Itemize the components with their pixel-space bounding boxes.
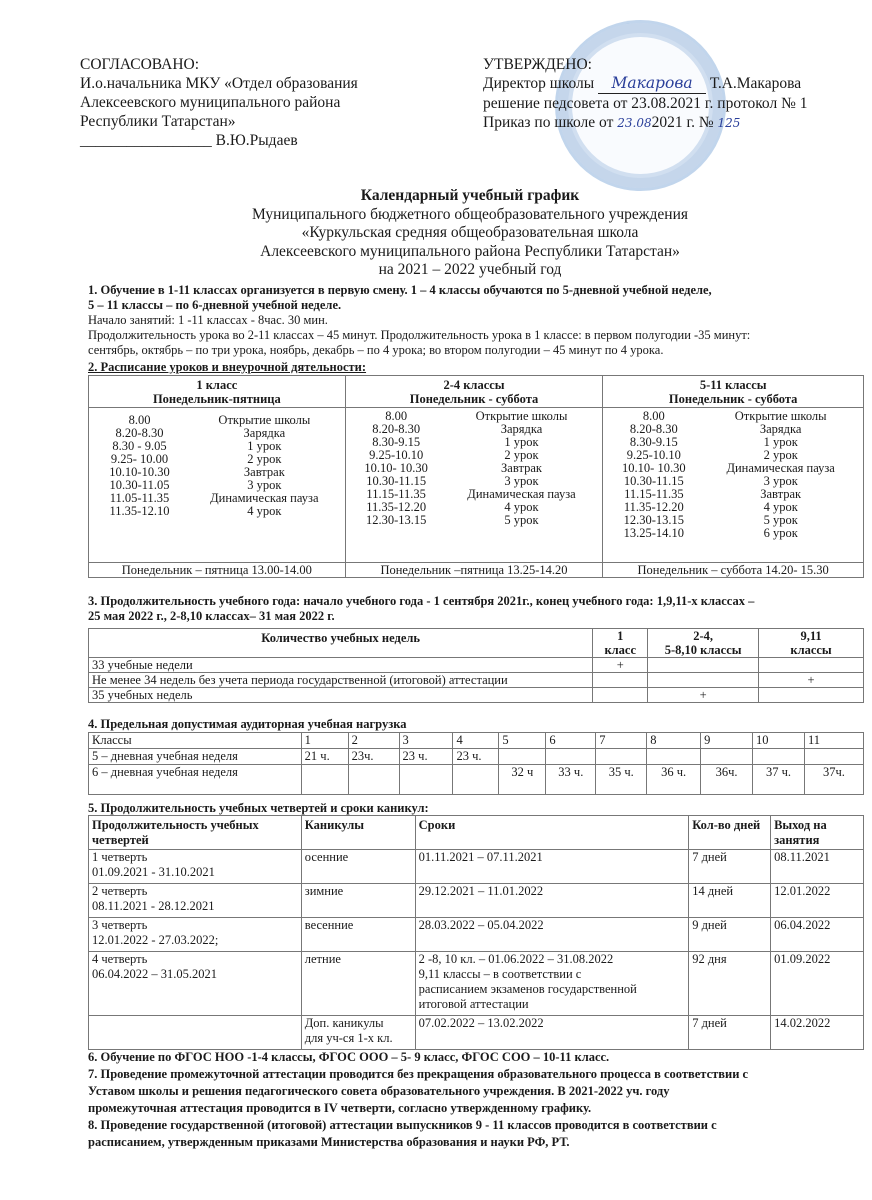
title-line: «Куркульская средняя общеобразовательная школа — [301, 224, 639, 241]
schedule-col-1-header: 1 класс Понедельник-пятница — [89, 376, 346, 408]
approval-right-heading: УТВЕРЖДЕНО: — [483, 56, 592, 73]
weeks-row: 33 учебные недели + — [89, 658, 864, 673]
section-8: 8. Проведение государственной (итоговой) аттестации выпускников 9 - 11 классов проводится в соответствии с расписанием, утвержденным приказами Министерства образования и науки РФ, РТ. — [88, 1118, 717, 1149]
schedule-col-3: 8.00 Открытие школы 8.20-8.30 Зарядка 8.30-9.15 1 урок 9.25-10.10 2 урок 10.10- 10.30 Динамическая пауза 10.30-11.15 3 урок 11.15-11.35 Завтрак 11.35-12.20 4 урок 12.30-13.15 5 урок 13.25-14.10 6 урок — [603, 408, 864, 563]
approval-right — [483, 55, 808, 133]
order-date-handwritten: 23.08 — [617, 116, 652, 130]
weeks-row: 35 учебных недель + — [89, 688, 864, 703]
order-number-handwritten: 125 — [717, 116, 741, 130]
council-decision: решение педсовета от 23.08.2021 г. протокол № 1 — [483, 95, 808, 112]
section-1 — [88, 283, 868, 358]
load-header-row: Классы 1 2 3 4 5 6 7 8 9 10 11 — [89, 733, 864, 749]
title-line: Алексеевского муниципального района Республики Татарстан» — [260, 242, 680, 260]
weeks-header-2: 2-4, 5-8,10 классы — [648, 629, 759, 658]
quarter-row: Доп. каникулы для уч-ся 1-х кл. 07.02.2022 – 13.02.2022 7 дней 14.02.2022 — [89, 1016, 864, 1050]
schedule-col-2-header: 2-4 классы Понедельник - суббота — [345, 376, 603, 408]
quarters-header-row: Продолжительность учебных четвертей Каникулы Сроки Кол-во дней Выход на занятия — [89, 816, 864, 850]
director-label: Директор школы — [483, 75, 595, 92]
approval-left-signature: _________________ В.Ю.Рыдаев — [80, 132, 298, 149]
weeks-header-1: 1 класс — [593, 629, 648, 658]
weeks-header-row — [89, 629, 864, 658]
lesson-duration: сентябрь, октябрь – по три урока, ноябрь, декабрь – по 4 урока; во втором полугодии – 45 минут по 4 урока. — [88, 343, 664, 357]
section-1-bold: 1. Обучение в 1-11 классах организуется в первую смену. 1 – 4 классы обучаются по 5-дневной учебной неделе, — [88, 283, 712, 297]
section-6: 6. Обучение по ФГОС НОО -1-4 классы, ФГОС ООО – 5- 9 класс, ФГОС СОО – 10-11 класс. — [88, 1050, 610, 1064]
load-table — [88, 732, 864, 795]
schedule-col-2: 8.00 Открытие школы 8.20-8.30 Зарядка 8.30-9.15 1 урок 9.25-10.10 2 урок 10.10- 10.30 Завтрак 10.30-11.15 3 урок 11.15-11.35 Динамическая пауза 11.35-12.20 4 урок 12.30-13.15 5 урок — [345, 408, 603, 563]
approval-left-line: И.о.начальника МКУ «Отдел образования — [80, 75, 358, 92]
weeks-header-3: 9,11 классы — [759, 629, 864, 658]
section-1-bold: 5 – 11 классы – по 6-дневной учебной неделе. — [88, 298, 342, 312]
document-title — [80, 187, 860, 280]
extracurricular-2: Понедельник –пятница 13.25-14.20 — [345, 563, 603, 578]
director-signature: Макарова — [611, 74, 693, 92]
lessons-start: Начало занятий: 1 -11 классах - 8час. 30 мин. — [88, 313, 328, 327]
approval-left-heading: СОГЛАСОВАНО: — [80, 56, 200, 73]
load-row-5day: 5 – дневная учебная неделя 21 ч. 23ч. 23 ч. 23 ч. — [89, 749, 864, 765]
extracurricular-1: Понедельник – пятница 13.00-14.00 — [89, 563, 346, 578]
weeks-table — [88, 628, 864, 703]
title-line: на 2021 – 2022 учебный год — [378, 261, 562, 278]
order-line — [483, 113, 808, 133]
schedule-header-row — [89, 376, 864, 408]
director-name: Т.А.Макарова — [709, 75, 802, 92]
quarter-row: 1 четверть 01.09.2021 - 31.10.2021 осенние 01.11.2021 – 07.11.2021 7 дней 08.11.2021 — [89, 850, 864, 884]
weeks-row: Не менее 34 недель без учета периода государственной (итоговой) аттестации + — [89, 673, 864, 688]
schedule-col-3-header: 5-11 классы Понедельник - суббота — [603, 376, 864, 408]
order-prefix: Приказ по школе от — [483, 114, 614, 131]
schedule-body-row — [89, 408, 864, 563]
title-line: Муниципального бюджетного общеобразовательного учреждения — [251, 205, 688, 223]
director-line — [483, 74, 808, 94]
extracurricular-3: Понедельник – суббота 14.20- 15.30 — [603, 563, 864, 578]
schedule-table — [88, 375, 864, 578]
order-suffix: 2021 г. № — [651, 114, 714, 131]
section-3-heading: 3. Продолжительность учебного года: начало учебного года - 1 сентября 2021г., конец учебного года: 1,9,11-х классах – 25 мая 2022 г., 2-8,10 классах– 31 мая 2022 г. — [88, 594, 755, 623]
section-4-heading: 4. Предельная допустимая аудиторная учебная нагрузка — [88, 717, 407, 731]
load-row-6day: 6 – дневная учебная неделя 32 ч 33 ч. 35 ч. 36 ч. 36ч. 37 ч. 37ч. — [89, 765, 864, 795]
lesson-duration: Продолжительность урока во 2-11 классах – 45 минут. Продолжительность урока в 1 классе: в первом полугодии -35 минут: — [88, 328, 751, 342]
weeks-header-label: Количество учебных недель — [89, 629, 593, 658]
title-main: Календарный учебный график — [360, 187, 580, 204]
approval-left-line: Алексеевского муниципального района — [80, 94, 341, 111]
quarter-row: 4 четверть 06.04.2022 – 31.05.2021 летние 2 -8, 10 кл. – 01.06.2022 – 31.08.2022 9,11 классы – в соответствии с расписанием экзаменов государственной итоговой аттестации 92 дня 01.09.2022 — [89, 952, 864, 1016]
section-7: 7. Проведение промежуточной аттестации проводится без прекращения образовательного процесса в соответствии с Уставом школы и решения педагогического совета образовательного учреждения. В 2021-2022 уч. году промежуточная аттестация проводится в IV четверти, согласно утвержденному графику. — [88, 1067, 749, 1115]
quarter-row: 2 четверть 08.11.2021 - 28.12.2021 зимние 29.12.2021 – 11.01.2022 14 дней 12.01.2022 — [89, 884, 864, 918]
section-2-heading: 2. Расписание уроков и внеурочной дятельности: — [88, 360, 367, 374]
extracurricular-row — [89, 563, 864, 578]
quarter-row: 3 четверть 12.01.2022 - 27.03.2022; весенние 28.03.2022 – 05.04.2022 9 дней 06.04.2022 — [89, 918, 864, 952]
section-5-heading: 5. Продолжительность учебных четвертей и сроки каникул: — [88, 801, 429, 815]
approval-left-line: Республики Татарстан» — [80, 113, 236, 130]
approval-left — [80, 55, 358, 150]
quarters-table — [88, 815, 864, 1050]
schedule-col-1: 8.00 Открытие школы 8.20-8.30 Зарядка 8.30 - 9.05 1 урок 9.25- 10.00 2 урок 10.10-10.30 Завтрак 10.30-11.05 3 урок 11.05-11.35 Динамическая пауза 11.35-12.10 4 урок — [89, 408, 346, 563]
